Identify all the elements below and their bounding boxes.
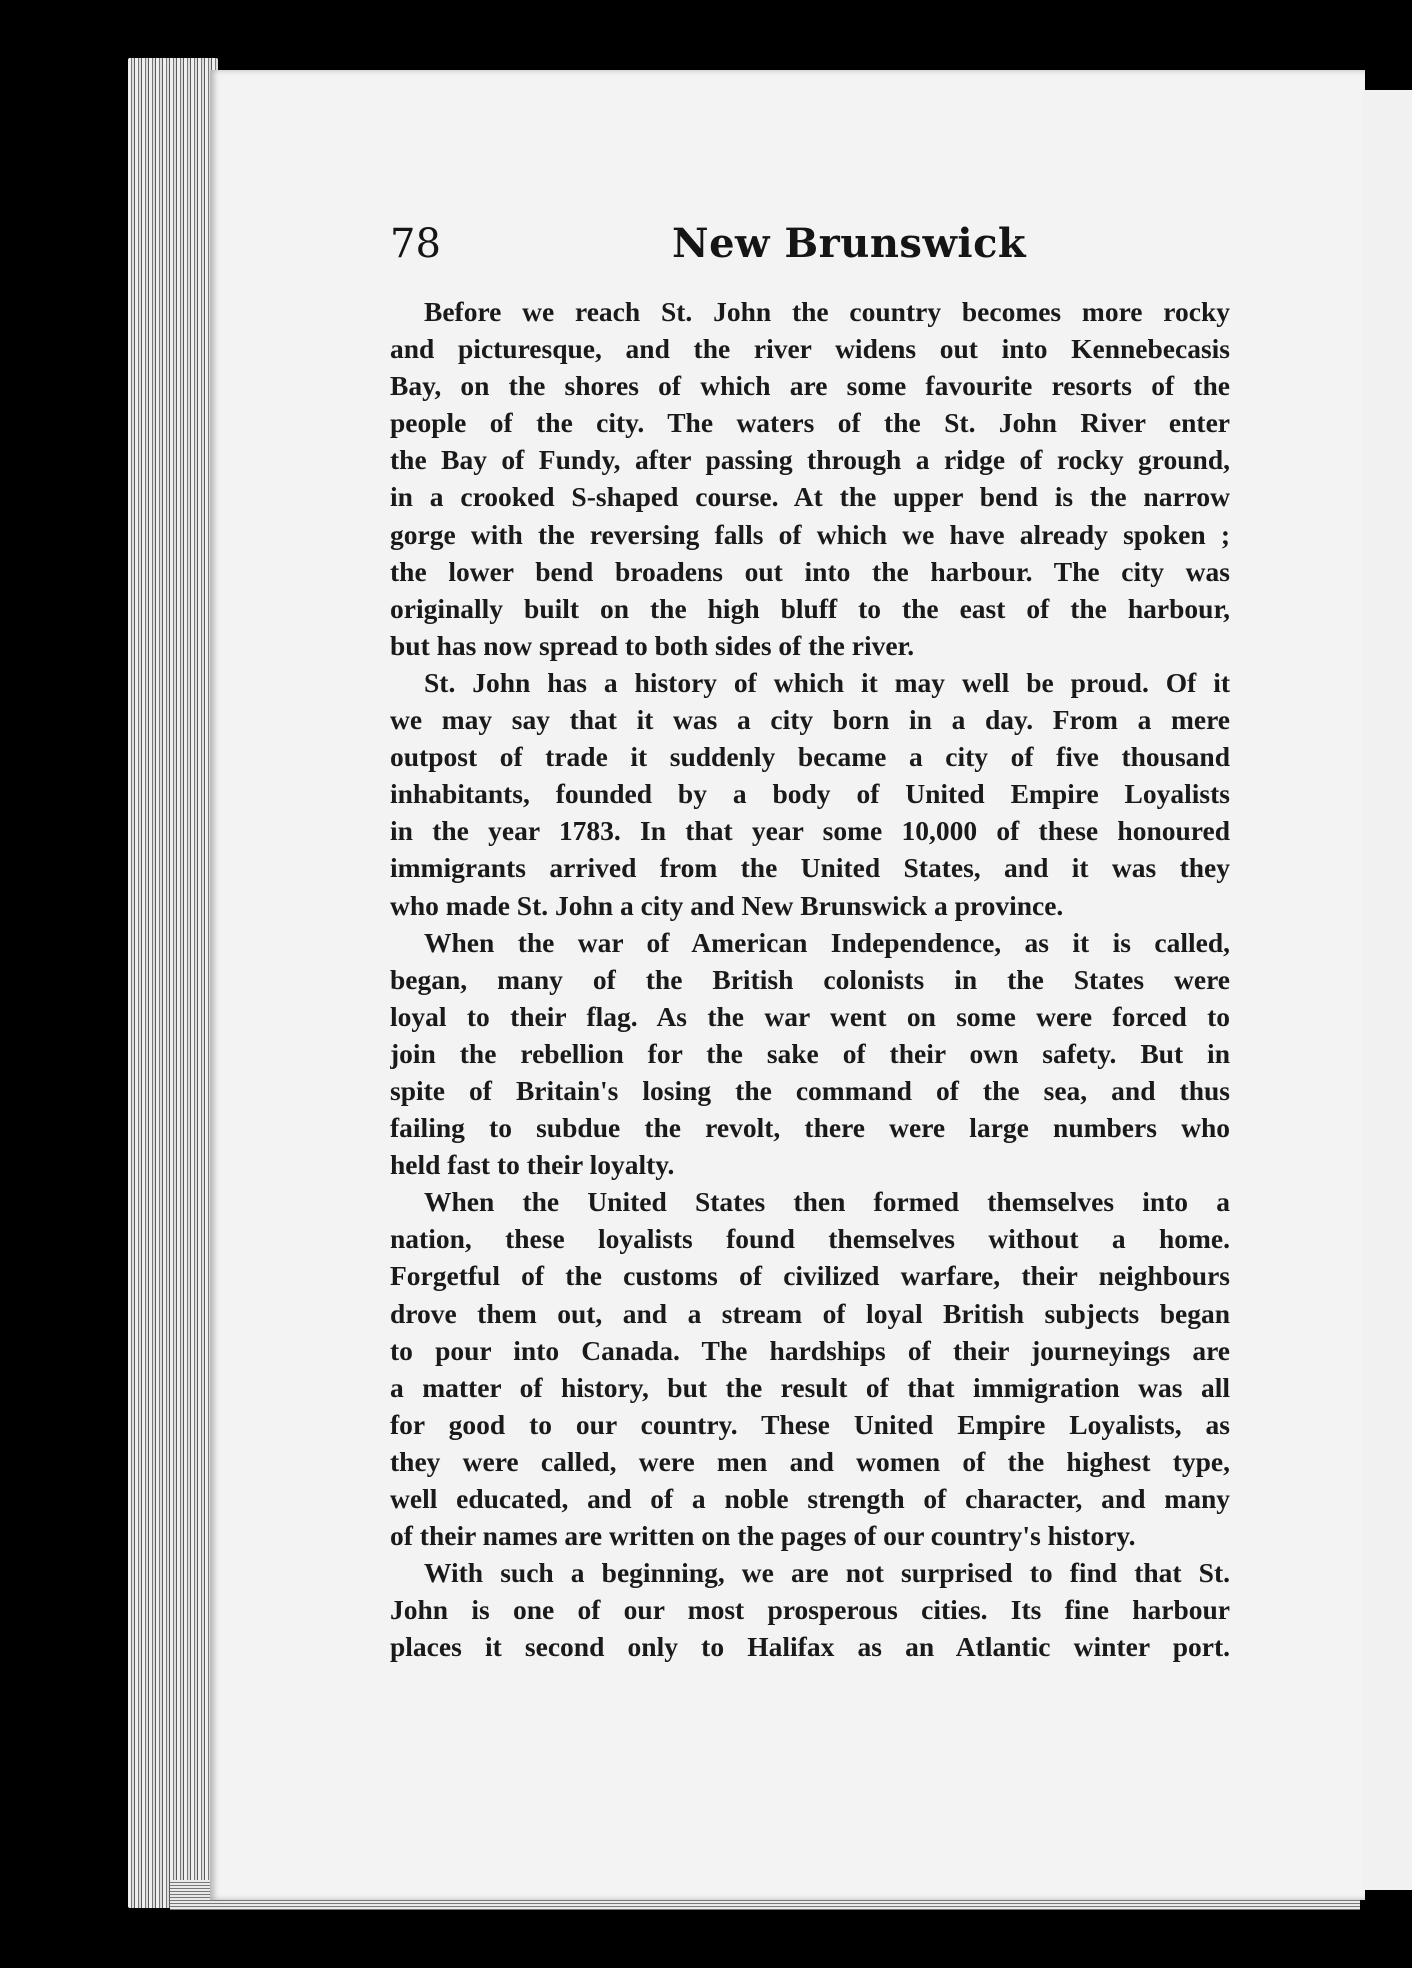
- text-line: originally built on the high bluff to the east of the harbour,: [390, 592, 1230, 624]
- text-line: began, many of the British colonists in the States were: [390, 963, 1230, 995]
- text-line: to pour into Canada. The hardships of their journeyings are: [390, 1334, 1230, 1366]
- text-line: failing to subdue the revolt, there were large numbers who: [390, 1112, 1230, 1144]
- text-line: immigrants arrived from the United States, and it was they: [390, 852, 1230, 884]
- text-line: St. John has a history of which it may well be proud. Of it: [424, 666, 1230, 698]
- text-line: but has now spread to both sides of the river.: [390, 629, 915, 661]
- text-line: drove them out, and a stream of loyal British subjects began: [390, 1297, 1230, 1329]
- text-line: well educated, and of a noble strength of character, and many: [390, 1483, 1230, 1514]
- text-line: When the United States then formed themselves into a: [424, 1186, 1230, 1218]
- text-line: outpost of trade it suddenly became a city of five thousand: [390, 741, 1230, 773]
- page-title: New Brunswick: [672, 220, 1027, 267]
- text-line: held fast to their loyalty.: [390, 1149, 675, 1181]
- text-line: places it second only to Halifax as an Atlantic winter port.: [390, 1631, 1230, 1663]
- running-head: [390, 214, 1230, 274]
- text-line: inhabitants, founded by a body of United Empire Loyalists: [390, 778, 1230, 810]
- text-line: they were called, were men and women of the highest type,: [390, 1445, 1230, 1477]
- text-line: a matter of history, but the result of that immigration was all: [390, 1371, 1230, 1403]
- text-line: in the year 1783. In that year some 10,000 of these honoured: [390, 815, 1230, 847]
- body-text: [390, 293, 1230, 1665]
- text-line: and picturesque, and the river widens out into Kennebecasis: [390, 333, 1230, 365]
- text-line: John is one of our most prosperous cities. Its fine harbour: [390, 1594, 1230, 1626]
- text-line: the Bay of Fundy, after passing through a ridge of rocky ground,: [390, 444, 1230, 476]
- text-line: Forgetful of the customs of civilized warfare, their neighbours: [390, 1260, 1230, 1292]
- text-line: for good to our country. These United Empire Loyalists, as: [390, 1408, 1230, 1440]
- text-line: join the rebellion for the sake of their own safety. But in: [390, 1037, 1230, 1069]
- text-line: With such a beginning, we are not surprised to find that St.: [424, 1557, 1230, 1589]
- text-line: spite of Britain's losing the command of the sea, and thus: [390, 1074, 1230, 1106]
- paragraph: [390, 664, 1230, 924]
- text-line: we may say that it was a city born in a day. From a mere: [390, 704, 1230, 736]
- text-line: people of the city. The waters of the St. John River enter: [390, 407, 1230, 439]
- page-number: 78: [390, 221, 441, 267]
- text-line: loyal to their flag. As the war went on some were forced to: [390, 1000, 1230, 1032]
- text-line: in a crooked S-shaped course. At the upper bend is the narrow: [390, 481, 1230, 513]
- page-edge-stack: [128, 58, 218, 1908]
- paragraph: [390, 293, 1230, 664]
- text-line: of their names are written on the pages of our country's history.: [390, 1520, 1136, 1552]
- paragraph: [390, 1183, 1230, 1554]
- text-line: Before we reach St. John the country becomes more rocky: [424, 296, 1230, 327]
- facing-page-edge: [1362, 90, 1412, 1890]
- paragraph: [390, 1554, 1230, 1665]
- text-line: Bay, on the shores of which are some favourite resorts of the: [390, 370, 1230, 402]
- paragraph: [390, 924, 1230, 1184]
- text-line: nation, these loyalists found themselves without a home.: [390, 1223, 1230, 1255]
- text-line: who made St. John a city and New Brunswick a province.: [390, 889, 1064, 921]
- text-line: gorge with the reversing falls of which we have already spoken ;: [390, 518, 1230, 550]
- text-line: the lower bend broadens out into the harbour. The city was: [390, 555, 1230, 587]
- text-line: When the war of American Independence, as it is called,: [424, 926, 1230, 958]
